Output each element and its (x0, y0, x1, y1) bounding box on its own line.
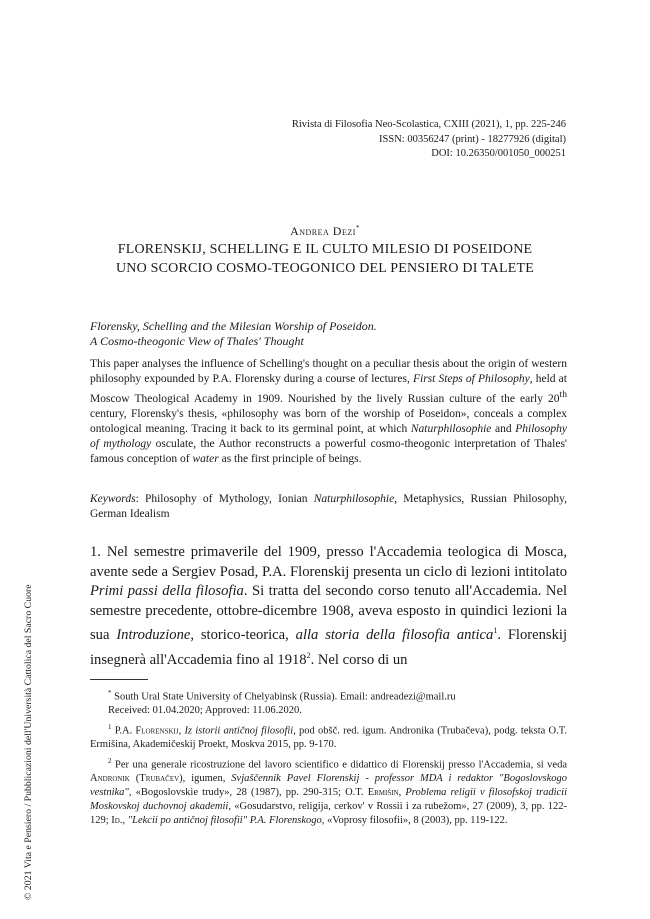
abstract-italic: water (192, 452, 219, 465)
author-name: Andrea Dezi (290, 224, 356, 238)
abstract-text: osculate, the Author reconstructs a powerful cosmo-theogonic interpretation of Thales' famous conception of (90, 437, 567, 465)
paper-title (0, 240, 650, 278)
abstract-text: , held at Moscow Theological Academy in 1909. Nourished by the lively Russian culture of the early 20 (90, 373, 567, 405)
footnote-author-line-1 (108, 687, 567, 704)
footnote-text: , «Gosudarstvo, religija, cerkov' v Rossii i za rubežom», 27 (2009), 3, pp. 122-129; (90, 801, 568, 826)
footnote-text: , «Bogoslovskie trudy», 28 (1987), pp. 290-315; O.T. (128, 787, 368, 799)
footnote-text: , (122, 814, 128, 826)
footnote-italic: "Lekcii po antičnoj filosofii" P.A. Florenskogo (127, 814, 322, 826)
footnote-smallcaps: Id. (111, 814, 123, 826)
footnote-text: P.A. (111, 725, 136, 737)
abstract-superscript: th (559, 389, 567, 400)
abstract-text: and (491, 422, 516, 435)
body-text: . Si tratta del secondo corso tenuto all'Accademia. Nel semestre precedente, ottobre-dicembre 1908, aveva esposto in quindici lezioni la sua (90, 583, 567, 644)
keywords-text: : Philosophy of Mythology, Ionian (135, 493, 314, 505)
body-text: , storico-teorica, (190, 627, 296, 644)
abstract (90, 357, 567, 467)
copyright-side-note (23, 500, 33, 900)
body-italic: alla storia della filosofia antica (295, 627, 494, 644)
english-title-line-1: Florensky, Schelling and the Milesian Worship of Poseidon. (90, 319, 377, 333)
footnote-italic: Problema religii v filosofskoj tradicii Moskovskoj duchovnoj akademii (90, 787, 568, 813)
footnote-text: Per una generale ricostruzione del lavoro scientifico e didattico di Florenskij presso l'Accademia, si veda (111, 759, 567, 771)
abstract-text: century, Florensky's thesis, «philosophy was born of the worship of Poseidon», conceals a complex ontological meaning. Tracing it back to its germinal point, at which (90, 407, 567, 435)
body-text: 1. Nel semestre primaverile del 1909, presso l'Accademia teologica di Mosca, avente sede a Sergiev Posad, P.A. Florenskij presenta un ciclo di lezioni intitolato (90, 544, 567, 580)
abstract-italic: Philosophy of mythology (90, 422, 568, 450)
body-text: . Nel corso di un (310, 651, 408, 668)
abstract-text: This paper analyses the influence of Schelling's thought on a peculiar thesis about the origin of western philosophy expounded by P.A. Florensky during a course of lectures, (90, 358, 567, 385)
journal-citation: Rivista di Filosofia Neo-Scolastica, CXIII (2021), 1, pp. 225-246 (291, 119, 566, 130)
footnote-smallcaps: Andronik (Trubačev) (90, 773, 183, 785)
footnote-ref-1[interactable]: 1 (493, 626, 498, 636)
keywords-text: , Metaphysics, Russian Philosophy, German Idealism (90, 493, 567, 520)
footnote-author (90, 687, 567, 718)
journal-doi: DOI: 10.26350/001050_000251 (431, 148, 566, 159)
footnote-author-affiliation: South Ural State University of Chelyabinsk (Russia). Email: andreadezi@mail.ru (111, 691, 456, 703)
footnote-text: , pod obšč. red. igum. Andronika (Trubačeva), podg. teksta O.T. Ermišina, Akademičeskij Proekt, Moskva 2015, pp. 9-170. (90, 725, 568, 751)
footnote-text: , (398, 787, 406, 799)
footnote-italic: Iz istorii antičnoj filosofii (184, 725, 294, 737)
footnote-smallcaps: Florenskij (135, 725, 179, 737)
body-italic: Introduzione (116, 627, 191, 644)
keywords-italic: Naturphilosophie (313, 493, 395, 505)
abstract-italic: First Steps of Philosophy (412, 373, 530, 385)
author-line (0, 224, 650, 239)
abstract-paragraph (90, 357, 567, 467)
footnote-smallcaps: Ermišin (367, 787, 399, 799)
footnote-ref-2[interactable]: 2 (306, 650, 311, 660)
footnote-1-mark: 1 (108, 723, 112, 732)
abstract-italic: Naturphilosophie (410, 422, 492, 435)
footnotes (90, 687, 567, 831)
keywords (90, 492, 567, 522)
footnote-2-mark: 2 (108, 757, 112, 766)
journal-header (292, 118, 566, 162)
footnote-text: , (178, 725, 185, 737)
author-footnote-mark: * (355, 224, 360, 232)
paper-title-line-1: FLORENSKIJ, SCHELLING E IL CULTO MILESIO DI POSEIDONE (117, 242, 533, 257)
paper-title-line-2: UNO SCORCIO COSMO-TEOGONICO DEL PENSIERO DI TALETE (116, 261, 534, 276)
copyright-text: © 2021 Vita e Pensiero / Pubblicazioni dell'Università Cattolica del Sacro Cuore (23, 584, 34, 900)
footnote-2 (90, 755, 567, 827)
body-paragraph (90, 543, 567, 670)
journal-issn: ISSN: 00356247 (print) - 18277926 (digital) (379, 133, 566, 145)
keywords-label: Keywords (90, 493, 136, 505)
footnote-1 (90, 721, 567, 752)
english-title-line-2: A Cosmo-theogonic View of Thales' Thought (90, 334, 304, 348)
body-text: . Florenskij insegnerà all'Accademia fino al 1918 (90, 627, 567, 668)
footnote-text: , igumen, (182, 773, 232, 785)
english-title (90, 319, 570, 349)
abstract-text: as the first principle of beings. (218, 452, 362, 465)
footnote-author-dates: Received: 01.04.2020; Approved: 11.06.2020. (108, 705, 302, 717)
footnote-text: , «Voprosy filosofii», 8 (2003), pp. 119-122. (321, 814, 508, 826)
footnote-author-mark: * (108, 689, 112, 697)
footnote-italic: Svjaščennik Pavel Florenskij - professor MDA i redaktor "Bogoslovskogo vestnika" (90, 773, 567, 799)
footnote-divider (90, 679, 148, 680)
body-italic: Primi passi della filosofia (90, 583, 244, 600)
